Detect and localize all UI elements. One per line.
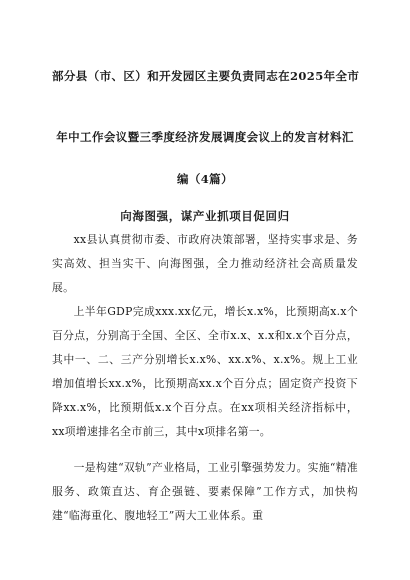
document-title-line-3: 编（4篇）	[176, 172, 233, 186]
document-title-line-2: 年中工作会议暨三季度经济发展调度会议上的发言材料汇	[56, 130, 354, 144]
paragraph-intro: xx县认真贯彻市委、市政府决策部署，坚持实事求是、务实高效、担当实干、向海图强，全力推动经济社会高质量发展。	[52, 233, 358, 294]
paragraph-industry: 一是构建“双轨”产业格局，工业引擎强势发力。实施“精准服务、政策直达、育企强链、要素保障”工作方式，加快构建“临海重化、腹地轻工”两大工业体系。重	[52, 461, 358, 522]
section-heading: 向海图强，谋产业抓项目促回归	[120, 209, 290, 223]
document-title-line-1: 部分县（市、区）和开发园区主要负责同志在2025年全市	[52, 69, 360, 83]
paragraph-economic-indicators: 上半年GDP完成xxx.xx亿元，增长x.x%，比预期高x.x个百分点，分别高于全国、全区、全市x.x、x.x和x.x个百分点，其中一、二、三产分别增长x.x%、xx.x%、x.x%。规上工业增加值增长xx.x%，比预期高xx.x个百分点；固定资产投资下降xx.x%，比预期低x.x个百分点。在xx项相关经济指标中，xx项增速排名全市前三，其中x项排名第一。	[52, 305, 358, 438]
